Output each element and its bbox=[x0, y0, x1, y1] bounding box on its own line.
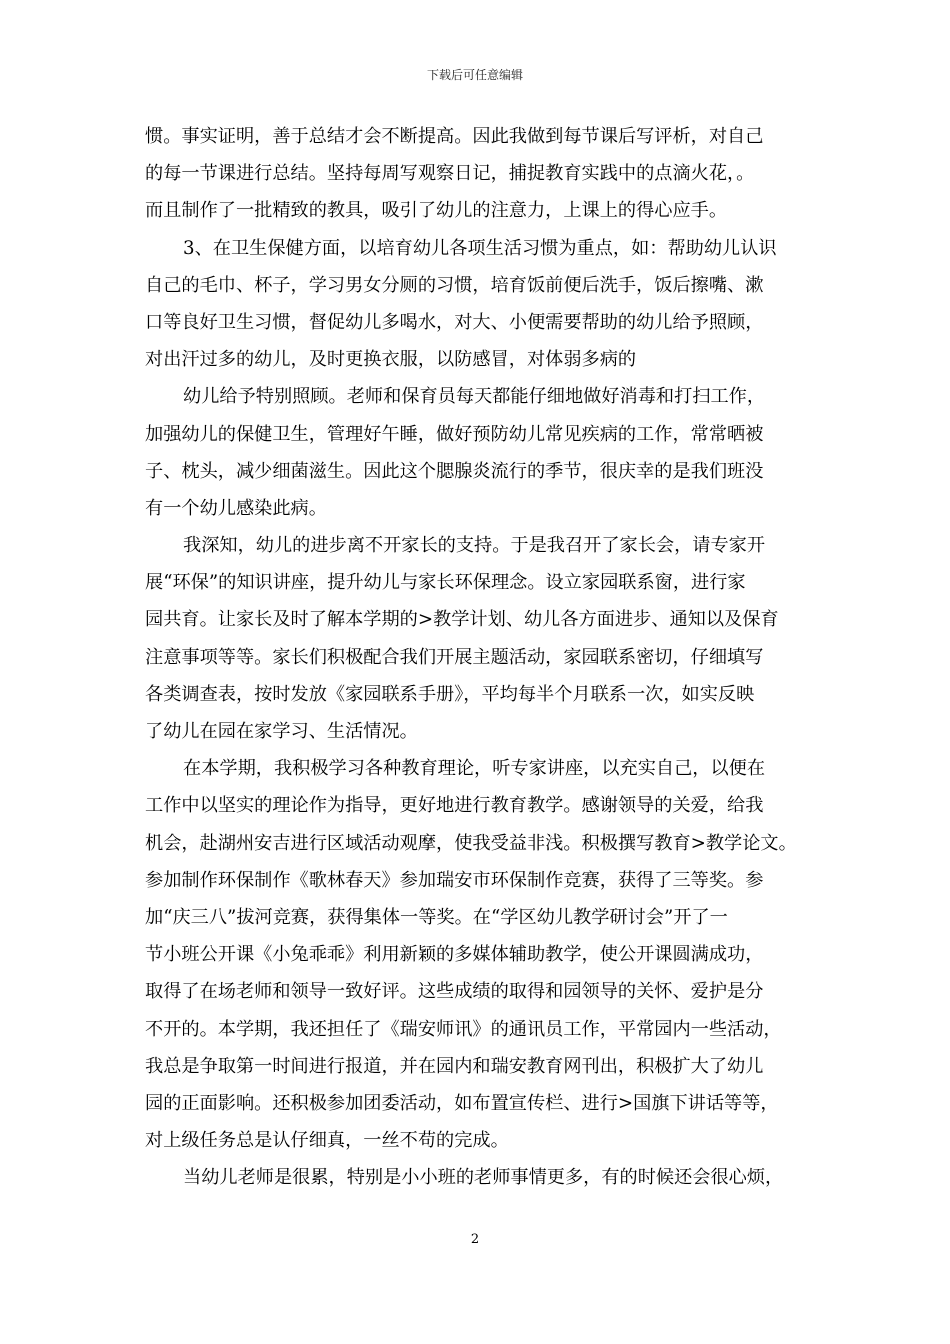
text-line: 有一个幼儿感染此病。 bbox=[145, 497, 327, 519]
text-line: 对上级任务总是认仔细真，一丝不苟的完成。 bbox=[145, 1130, 509, 1152]
page-header: 下载后可任意编辑 bbox=[426, 68, 523, 82]
text-line: 了幼儿在园在家学习、生活情况。 bbox=[145, 721, 418, 742]
text-line: 加强幼儿的保健卫生，管理好午睡，做好预防幼儿常见疾病的工作，常常晒被 bbox=[145, 423, 764, 445]
text-line: 注意事项等等。家长们积极配合我们开展主题活动，家园联系密切，仔细填写 bbox=[145, 646, 764, 668]
text-line: 机会，赴湖州安吉进行区域活动观摩，使我受益非浅。积极撰写教育>教学论文。 bbox=[145, 832, 797, 854]
document-body bbox=[145, 118, 825, 1196]
text-line: 园的正面影响。还积极参加团委活动，如布置宣传栏、进行>国旗下讲话等等， bbox=[145, 1092, 779, 1114]
text-line: 园共育。让家长及时了解本学期的>教学计划、幼儿各方面进步、通知以及保育 bbox=[145, 609, 779, 631]
page-number: 2 bbox=[470, 1232, 480, 1247]
text-line: 在本学期，我积极学习各种教育理论，听专家讲座，以充实自己，以便在 bbox=[183, 758, 766, 780]
text-line: 工作中以坚实的理论作为指导，更好地进行教育教学。感谢领导的关爱，给我 bbox=[145, 795, 764, 817]
text-line: 对出汗过多的幼儿，及时更换衣服，以防感冒，对体弱多病的 bbox=[145, 349, 637, 371]
text-line: 各类调查表，按时发放《家园联系手册》，平均每半个月联系一次，如实反映 bbox=[145, 683, 755, 705]
text-line: 展“环保”的知识讲座，提升幼儿与家长环保理念。设立家园联系窗，进行家 bbox=[145, 572, 746, 594]
text-line: 节小班公开课《小兔乖乖》利用新颖的多媒体辅助教学，使公开课圆满成功， bbox=[145, 944, 764, 966]
text-line: 参加制作环保制作《歌林春天》参加瑞安市环保制作竞赛，获得了三等奖。参 bbox=[145, 869, 764, 891]
text-line: 3、在卫生保健方面，以培育幼儿各项生活习惯为重点，如：帮助幼儿认识 bbox=[183, 237, 777, 259]
text-line: 我深知，幼儿的进步离不开家长的支持。于是我召开了家长会，请专家开 bbox=[183, 535, 766, 557]
text-line: 惯。事实证明，善于总结才会不断提高。因此我做到每节课后写评析，对自己 bbox=[145, 126, 764, 147]
text-line: 当幼儿老师是很累，特别是小小班的老师事情更多，有的时候还会很心烦， bbox=[183, 1167, 784, 1189]
text-line: 子、枕头，减少细菌滋生。因此这个腮腺炎流行的季节，很庆幸的是我们班没 bbox=[145, 460, 764, 482]
text-line: 口等良好卫生习惯，督促幼儿多喝水，对大、小便需要帮助的幼儿给予照顾， bbox=[145, 311, 764, 333]
text-line: 我总是争取第一时间进行报道，并在园内和瑞安教育网刊出，积极扩大了幼儿 bbox=[145, 1055, 764, 1077]
text-line: 不开的。本学期，我还担任了《瑞安师讯》的通讯员工作，平常园内一些活动， bbox=[145, 1018, 782, 1040]
text-line: 而且制作了一批精致的教具，吸引了幼儿的注意力，上课上的得心应手。 bbox=[145, 200, 728, 222]
text-line: 自己的毛巾、杯子，学习男女分厕的习惯，培育饭前便后洗手，饭后擦嘴、漱 bbox=[145, 274, 764, 296]
text-line: 取得了在场老师和领导一致好评。这些成绩的取得和园领导的关怀、爱护是分 bbox=[145, 981, 764, 1003]
text-line: 幼儿给予特别照顾。老师和保育员每天都能仔细地做好消毒和打扫工作， bbox=[183, 386, 766, 408]
text-line: 加“庆三八”拔河竞赛，获得集体一等奖。在“学区幼儿教学研讨会”开了一 bbox=[145, 906, 728, 928]
text-line: 的每一节课进行总结。坚持每周写观察日记，捕捉教育实践中的点滴火花，。 bbox=[145, 163, 755, 185]
